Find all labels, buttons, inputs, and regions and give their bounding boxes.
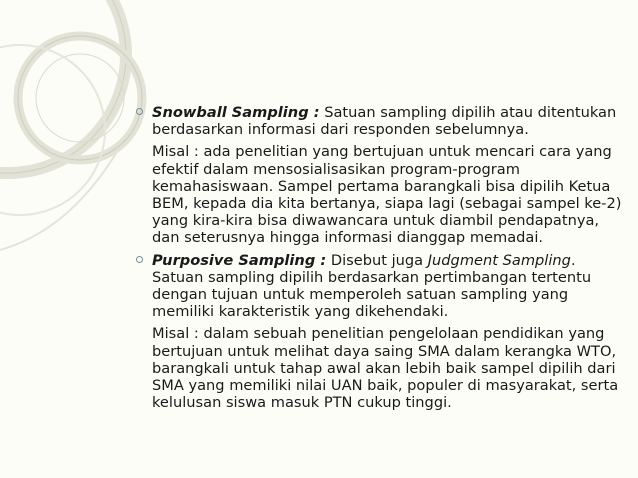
circle-bullet-icon — [136, 108, 143, 115]
definition-paragraph — [152, 104, 626, 138]
term-label: Purposive Sampling : — [152, 251, 327, 269]
decorative-ring — [36, 54, 124, 142]
list-item-snowball — [136, 104, 626, 247]
alias-term: Judgment Sampling — [427, 251, 571, 269]
term-label: Snowball Sampling : — [152, 104, 320, 121]
example-paragraph: Misal : ada penelitian yang bertujuan untuk mencari cara yang efektif dalam mensosialisasikan program-program kemahasiswaan. Sampel pertama barangkali bisa dipilih Ketua BEM, kepada dia kita bertanya, siapa lagi (sebagai sampel ke-2) yang kira-kira bisa diwawancara untuk diambil pendapatnya, dan seterusnya hingga informasi dianggap memadai. — [152, 143, 622, 247]
definition-paragraph — [152, 252, 626, 321]
example-paragraph: Misal : dalam sebuah penelitian pengelolaan pendidikan yang bertujuan untuk melihat daya saing SMA dalam kerangka WTO, barangkali untuk tahap awal akan lebih baik sampel dipilih dari SMA yang memiliki nilai UAN baik, populer di masyarakat, serta kelulusan siswa masuk PTN cukup tinggi. — [152, 325, 619, 412]
circle-bullet-icon — [136, 256, 143, 263]
definition-text: . Satuan sampling dipilih berdasarkan pertimbangan tertentu dengan tujuan untuk memperoleh satuan sampling yang memiliki karakteristik yang dikehendaki. — [152, 251, 592, 321]
definition-text: Satuan sampling dipilih atau ditentukan berdasarkan informasi dari responden sebelumnya. — [152, 104, 617, 139]
list-item-purposive — [136, 252, 626, 412]
definition-text: Disebut juga — [326, 251, 428, 269]
slide-content — [136, 104, 626, 416]
